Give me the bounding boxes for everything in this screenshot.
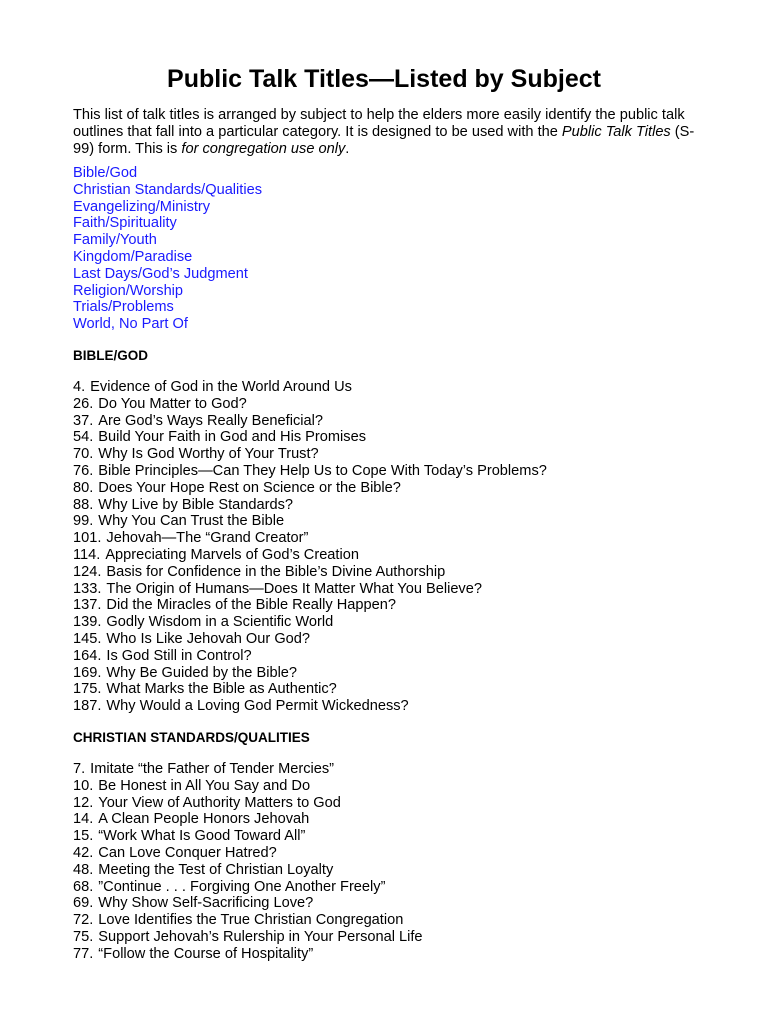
subject-link-item — [73, 283, 262, 300]
talk-number: 70. — [73, 446, 94, 463]
subject-link-item — [73, 316, 262, 333]
talk-list-item — [73, 429, 547, 446]
talk-list-item — [73, 795, 423, 812]
talk-list-item — [73, 597, 547, 614]
talk-number: 72. — [73, 912, 94, 929]
talk-list-item — [73, 879, 423, 896]
talk-title: Appreciating Marvels of God’s Creation — [105, 546, 359, 563]
subject-link-item — [73, 299, 262, 316]
talk-title: Love Identifies the True Christian Congregation — [98, 912, 404, 929]
subject-link-item — [73, 165, 262, 182]
talk-list-item — [73, 463, 547, 480]
intro-usage-note: for congregation use only — [181, 141, 346, 157]
subject-link-world[interactable]: World, No Part Of — [73, 316, 188, 333]
subject-link-evangelizing[interactable]: Evangelizing/Ministry — [73, 198, 211, 215]
subject-link-family[interactable]: Family/Youth — [73, 232, 157, 249]
talk-list-item — [73, 513, 547, 530]
talk-list-christian-standards — [73, 761, 423, 963]
talk-title: Can Love Conquer Hatred? — [98, 844, 277, 861]
talk-number: 77. — [73, 945, 94, 962]
talk-number: 175. — [73, 681, 102, 698]
talk-number: 26. — [73, 395, 94, 412]
talk-title: Why Live by Bible Standards? — [98, 496, 293, 513]
talk-list-item — [73, 581, 547, 598]
talk-number: 139. — [73, 614, 102, 631]
subject-link-item — [73, 182, 262, 199]
talk-list-item — [73, 698, 547, 715]
talk-number: 14. — [73, 811, 94, 828]
talk-title: Do You Matter to God? — [98, 395, 247, 412]
talk-number: 164. — [73, 647, 102, 664]
talk-title: Why You Can Trust the Bible — [98, 513, 285, 530]
subject-link-item — [73, 199, 262, 216]
talk-list-item — [73, 681, 547, 698]
talk-number: 68. — [73, 878, 94, 895]
talk-number: 4. — [73, 379, 86, 395]
talk-number: 48. — [73, 861, 94, 878]
section-heading-christian-standards: CHRISTIAN STANDARDS/QUALITIES — [73, 730, 310, 745]
subject-link-item — [73, 266, 262, 283]
talk-title: The Origin of Humans—Does It Matter What You Believe? — [106, 580, 482, 597]
intro-text: This list of talk titles is arranged by subject to help the elders more easily identify the public talk outlines that fall into a particular category. It is designed to be used with the — [73, 107, 685, 140]
talk-number: 137. — [73, 597, 102, 614]
talk-number: 10. — [73, 777, 94, 794]
talk-title: Jehovah—The “Grand Creator” — [106, 530, 309, 547]
talk-list-item — [73, 379, 547, 396]
talk-list-item — [73, 946, 423, 963]
talk-title: “Work What Is Good Toward All” — [98, 828, 306, 845]
talk-title: Did the Miracles of the Bible Really Happen? — [106, 597, 397, 614]
talk-title: Basis for Confidence in the Bible’s Divine Authorship — [106, 563, 446, 580]
talk-title: Bible Principles—Can They Help Us to Cope With Today’s Problems? — [98, 462, 547, 479]
subject-link-bible-god[interactable]: Bible/God — [73, 165, 138, 181]
talk-list-item — [73, 828, 423, 845]
talk-list-item — [73, 614, 547, 631]
talk-list-item — [73, 845, 423, 862]
talk-list-item — [73, 895, 423, 912]
talk-number: 12. — [73, 794, 94, 811]
intro-paragraph — [73, 107, 713, 158]
talk-title: Are God’s Ways Really Beneficial? — [98, 412, 323, 429]
talk-number: 76. — [73, 462, 94, 479]
talk-title: ”Continue . . . Forgiving One Another Freely” — [98, 878, 386, 895]
talk-list-item — [73, 912, 423, 929]
talk-number: 69. — [73, 895, 94, 912]
talk-title: Meeting the Test of Christian Loyalty — [98, 861, 334, 878]
subject-link-item — [73, 232, 262, 249]
talk-title: Why Is God Worthy of Your Trust? — [98, 446, 319, 463]
talk-list-item — [73, 631, 547, 648]
subject-link-item — [73, 215, 262, 232]
page-title: Public Talk Titles—Listed by Subject — [167, 65, 601, 93]
talk-title: “Follow the Course of Hospitality” — [98, 945, 314, 962]
talk-number: 187. — [73, 698, 102, 715]
talk-list-item — [73, 480, 547, 497]
subject-link-trials[interactable]: Trials/Problems — [73, 299, 174, 316]
talk-number: 54. — [73, 429, 94, 446]
talk-list-item — [73, 862, 423, 879]
talk-number: 101. — [73, 530, 102, 547]
talk-number: 124. — [73, 563, 102, 580]
talk-list-item — [73, 811, 423, 828]
talk-number: 99. — [73, 513, 94, 530]
talk-title: Evidence of God in the World Around Us — [90, 379, 352, 395]
talk-list-item — [73, 396, 547, 413]
subject-link-religion[interactable]: Religion/Worship — [73, 282, 184, 299]
talk-number: 75. — [73, 928, 94, 945]
talk-number: 80. — [73, 479, 94, 496]
talk-title: Does Your Hope Rest on Science or the Bible? — [98, 479, 401, 496]
subject-link-kingdom[interactable]: Kingdom/Paradise — [73, 248, 193, 265]
talk-number: 37. — [73, 412, 94, 429]
talk-list-item — [73, 761, 423, 778]
talk-title: Why Show Self-Sacrificing Love? — [98, 895, 314, 912]
talk-list-item — [73, 564, 547, 581]
talk-title: Godly Wisdom in a Scientific World — [106, 614, 334, 631]
intro-form-name: Public Talk Titles — [561, 124, 671, 140]
section-heading-bible-god: BIBLE/GOD — [73, 348, 149, 363]
talk-title: What Marks the Bible as Authentic? — [106, 681, 337, 698]
talk-list-bible-god — [73, 379, 547, 715]
talk-list-item — [73, 446, 547, 463]
talk-list-item — [73, 530, 547, 547]
talk-list-item — [73, 413, 547, 430]
intro-text: . — [345, 141, 350, 157]
subject-link-faith[interactable]: Faith/Spirituality — [73, 215, 177, 232]
talk-title: Who Is Like Jehovah Our God? — [106, 630, 311, 647]
talk-list-item — [73, 648, 547, 665]
talk-title: Why Be Guided by the Bible? — [106, 664, 298, 681]
talk-number: 7. — [73, 761, 86, 777]
talk-number: 145. — [73, 630, 102, 647]
talk-title: Why Would a Loving God Permit Wickedness? — [106, 698, 409, 715]
talk-title: Build Your Faith in God and His Promises — [98, 429, 366, 446]
subject-link-list — [73, 165, 262, 333]
subject-link-last-days[interactable]: Last Days/God’s Judgment — [73, 265, 248, 282]
talk-title: Your View of Authority Matters to God — [98, 794, 341, 811]
talk-title: Be Honest in All You Say and Do — [98, 777, 311, 794]
intro-text: (S-99) form. This is — [73, 124, 695, 157]
talk-number: 15. — [73, 828, 94, 845]
talk-number: 133. — [73, 580, 102, 597]
talk-title: Is God Still in Control? — [106, 647, 252, 664]
talk-title: Imitate “the Father of Tender Mercies” — [90, 761, 335, 777]
subject-link-christian-standards[interactable]: Christian Standards/Qualities — [73, 181, 262, 198]
talk-number: 88. — [73, 496, 94, 513]
talk-list-item — [73, 665, 547, 682]
subject-link-item — [73, 249, 262, 266]
talk-title: Support Jehovah’s Rulership in Your Personal Life — [98, 928, 423, 945]
talk-title: A Clean People Honors Jehovah — [98, 811, 310, 828]
talk-number: 42. — [73, 844, 94, 861]
talk-list-item — [73, 497, 547, 514]
talk-number: 114. — [73, 546, 101, 563]
talk-number: 169. — [73, 664, 102, 681]
talk-list-item — [73, 547, 547, 564]
talk-list-item — [73, 778, 423, 795]
talk-list-item — [73, 929, 423, 946]
